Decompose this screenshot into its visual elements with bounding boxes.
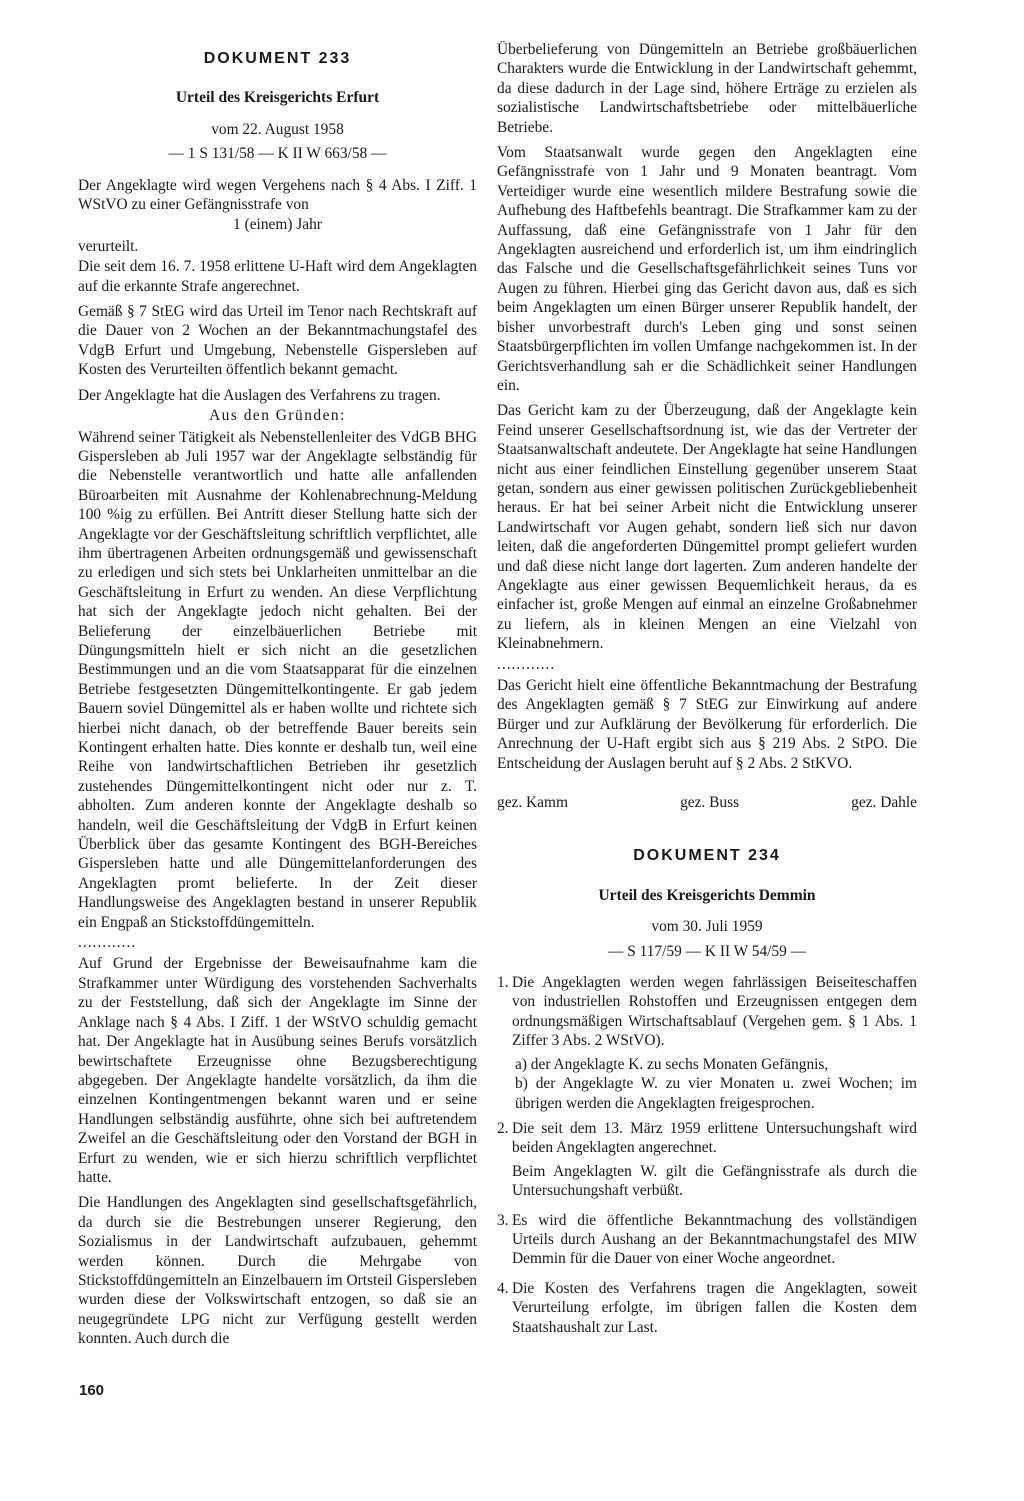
item-number: 1. (497, 974, 509, 992)
item-text: Die Kosten des Verfahrens tragen die Angeklagten, soweit Verurteilung erfolgte, im übrigen fallen die Kosten dem Staatshaushalt zur Last. (512, 1279, 917, 1336)
paragraph: Das Gericht kam zu der Überzeugung, daß der Angeklagte kein Feind unserer Gesellschaftsordnung ist, wie das der Vertreter der Staatsanwaltschaft andeutete. Der Angeklagte hat seine Handlungen nicht aus einer feindlichen Einstellung gegenüber unserem Staat getan, sondern aus einer gewissen politischen Zurückgebliebenheit heraus. Er hat bei seiner Arbeit nicht die Entwicklung unserer Landwirtschaft vor Augen gehabt, sondern ließ sich nur davon leiten, daß die angeforderten Düngemittel prompt geliefert wurden und daß diese nicht lange dort lagerten. Zum anderen handelte der Angeklagte aus einer gewissen Bequemlichkeit heraus, da es einfacher ist, große Mengen auf einmal an einzelne Großabnehmer zu liefern, als in kleinen Mengen an eine Vielzahl von Kleinabnehmern. (497, 402, 917, 653)
sentence-line: 1 (einem) Jahr (233, 216, 322, 234)
verdict-list (497, 973, 917, 1341)
judgment-date: vom 30. Juli 1959 (651, 918, 763, 936)
sub-items (512, 1055, 917, 1113)
left-column (78, 40, 477, 1355)
section-heading: Aus den Gründen: (209, 407, 346, 425)
paragraph: Überbelieferung von Düngemitteln an Betriebe großbäuerlichen Charakters wurde die Entwicklung in der Landwirtschaft gehemmt, da diese dadurch in der Lage sind, höhere Erträge zu erzielen als sozialistische Landwirtschaftsbetriebe oder mittelbäuerliche Betriebe. (497, 41, 917, 136)
sub-item-a: a) der Angeklagte K. zu sechs Monaten Gefängnis, (515, 1055, 829, 1073)
omission-dots: ............ (497, 655, 556, 673)
verdict-item (497, 973, 917, 1113)
signature-dahle: gez. Dahle (851, 794, 917, 812)
paragraph: Während seiner Tätigkeit als Nebenstellenleiter des VdGB BHG Gispersleben ab Juli 1957 war der Angeklagte selbständig für die Nebenstelle verantwortlich und hatte alle anfallenden Büroarbeiten mit Ausnahme der Kohlenabrechnung-Meldung 100 %ig zu erfüllen. Bei Antritt dieser Stellung hatte sich der Angeklagte vor der Geschäftsleitung schriftlich verpflichtet, alle ihm übertragenen Arbeiten ordnungsgemäß und gewissenschaft zu erledigen und sich stets bei Unklarheiten unmittelbar an die Geschäftsleitung in Erfurt zu wenden. An diese Verpflichtung hat sich der Angeklagte jedoch nicht gehalten. Bei der Belieferung der einzelbäuerlichen Betriebe mit Düngungsmitteln hielt er sich nicht an die gesetzlichen Bestimmungen und an die vom Staatsapparat für die einzelnen Betriebe festgesetzten Düngemittelkontingente. Er gab jedem Bauern soviel Düngemittel als er haben wollte und richtete sich hierbei nicht danach, ob der betreffende Bauer bereits sein Kontingent erhalten hatte. Dies konnte er deshalb tun, weil eine Reihe von landwirtschaftlichen Betrieben ihr gesetzlich zustehendes Düngemittelkontingent nicht oder nur z. T. abholten. Zum anderen konnte der Angeklagte deshalb so handeln, weil die Geschäftsleitung der VdgB in Erfurt keinen Überblick über das gesamte Kontingent des BGH-Bereiches Gispersleben hatte und alle Düngemittelanforderungen des Angeklagten promt belieferte. In der Zeit dieser Handlungsweise des Angeklagten bestand in unserer Republik ein Engpaß an Stickstoffdüngemitteln. (78, 428, 477, 931)
verdict-item (497, 1211, 917, 1273)
omission-dots: ............ (78, 934, 137, 952)
item-number: 3. (497, 1211, 509, 1229)
court-heading: Urteil des Kreisgerichts Demmin (598, 886, 816, 904)
item-text: Beim Angeklagten W. gilt die Gefängnisstrafe als durch die Untersuchungshaft verbüßt. (512, 1162, 917, 1200)
paragraph: Die seit dem 16. 7. 1958 erlittene U-Haft wird dem Angeklagten auf die erkannte Strafe angerechnet. (78, 258, 477, 295)
item-number: 4. (497, 1279, 509, 1297)
verdict-item (497, 1119, 917, 1205)
signature-kamm: gez. Kamm (497, 794, 568, 812)
right-column (497, 40, 917, 1347)
item-number: 2. (497, 1119, 509, 1137)
paragraph: Der Angeklagte hat die Auslagen des Verfahrens zu tragen. (78, 386, 441, 404)
paragraph: Das Gericht hielt eine öffentliche Bekanntmachung der Bestrafung des Angeklagten gemäß § 7 StEG zur Einwirkung auf andere Bürger und zur Aufklärung der Bevölkerung für erforderlich. Die Anrechnung der U-Haft ergibt sich aus § 219 Abs. 2 StPO. Die Entscheidung der Auslagen beruht auf § 2 Abs. 2 StKVO. (497, 677, 917, 772)
signature-buss: gez. Buss (680, 794, 740, 812)
paragraph: Auf Grund der Ergebnisse der Beweisaufnahme kam die Strafkammer unter Würdigung des vorstehenden Sachverhalts zu der Feststellung, daß sich der Angeklagte im Sinne der Anklage nach § 4 Abs. I Ziff. 1 der WStVO schuldig gemacht hat. Der Angeklagte hat in Ausübung seines Berufs vorsätzlich bewirtschaftete Erzeugnisse ohne Bezugsberechtigung abgegeben. Der Angeklagte handelte vorsätzlich, da ihm die einzelnen Kontingentmengen bekannt waren und er seine Handlungen selbständig ausführte, ohne sich bei auftretendem Zweifel an die Geschäftsleitung oder den Vorstand der BGH in Erfurt zu wenden, wie er sich hierzu schriftlich verpflichtet hatte. (78, 955, 477, 1186)
paragraph: Die Handlungen des Angeklagten sind gesellschaftsgefährlich, da durch sie die Bestrebungen unserer Regierung, den Sozialismus in der Landwirtschaft aufzubauen, gehemmt werden können. Durch die Mehrgabe von Stickstoffdüngemitteln an Einzelbauern im Ortsteil Gispersleben wurden diese der Volkswirtschaft entzogen, so daß sie an neugegründete LPG nicht zur Verfügung gestellt werden konnten. Auch durch die (78, 1194, 477, 1348)
paragraph: verurteilt. (78, 237, 139, 255)
judgment-date: vom 22. August 1958 (211, 120, 344, 138)
court-heading: Urteil des Kreisgerichts Erfurt (175, 89, 380, 107)
paragraph: Der Angeklagte wird wegen Vergehens nach § 4 Abs. I Ziff. 1 WStVO zu einer Gefängnisstrafe von (78, 176, 477, 214)
sub-item-b: b) der Angeklagte W. zu vier Monaten u. zwei Wochen; im übrigen werden die Angeklagten freigesprochen. (515, 1075, 917, 1112)
document-title: DOKUMENT 234 (633, 847, 781, 865)
page-number: 160 (79, 1382, 105, 1399)
paragraph: Gemäß § 7 StEG wird das Urteil im Tenor nach Rechtskraft auf die Dauer von 2 Wochen an der Bekanntmachungstafel des VdgB Erfurt und Umgebung, Nebenstelle Gispersleben auf Kosten des Verurteilten öffentlich bekannt gemacht. (78, 303, 477, 379)
item-text: Die Angeklagten werden wegen fahrlässigen Beiseiteschaffen von industriellen Rohstoffen und Erzeugnissen entgegen dem ordnungsmäßigen Wirtschaftsablauf (Vergehen gem. § 1 Abs. 1 Ziffer 3 Abs. 2 WStVO). (512, 974, 917, 1050)
document-title: DOKUMENT 233 (203, 50, 352, 67)
item-text: Es wird die öffentliche Bekanntmachung des vollständigen Urteils durch Aushang an der Bekanntmachungstafel des MIW Demmin für die Dauer von einer Woche angeordnet. (512, 1211, 917, 1268)
verdict-item (497, 1279, 917, 1341)
item-text: Die seit dem 13. März 1959 erlittene Untersuchungshaft wird beiden Angeklagten angerechnet. (512, 1119, 917, 1157)
case-reference: — 1 S 131/58 — K II W 663/58 — (168, 145, 387, 163)
case-reference: — S 117/59 — K II W 54/59 — (607, 942, 807, 960)
paragraph: Vom Staatsanwalt wurde gegen den Angeklagten eine Gefängnisstrafe von 1 Jahr und 9 Monaten beantragt. Vom Verteidiger wurde eine wesentlich mildere Bestrafung sowie die Aufhebung des Haftbefehls beantragt. Die Strafkammer kam zu der Auffassung, daß eine Gefängnisstrafe von 1 Jahr für den Angeklagten ausreichend und erforderlich ist, um ihm eindringlich das Falsche und die Gesellschaftsgefährlichkeit seines Tuns vor Augen zu führen. Hierbei ging das Gericht davon aus, daß es sich beim Angeklagten um einen Bürger unserer Republik handelt, der bisher unvorbestraft durch's Leben ging und sonst seinen Staatsbürgerpflichten im vollen Umfange nachgekommen ist. In der Gerichtsverhandlung sah er die Schädlichkeit seiner Handlungen ein. (497, 144, 917, 394)
signatures (497, 793, 917, 812)
